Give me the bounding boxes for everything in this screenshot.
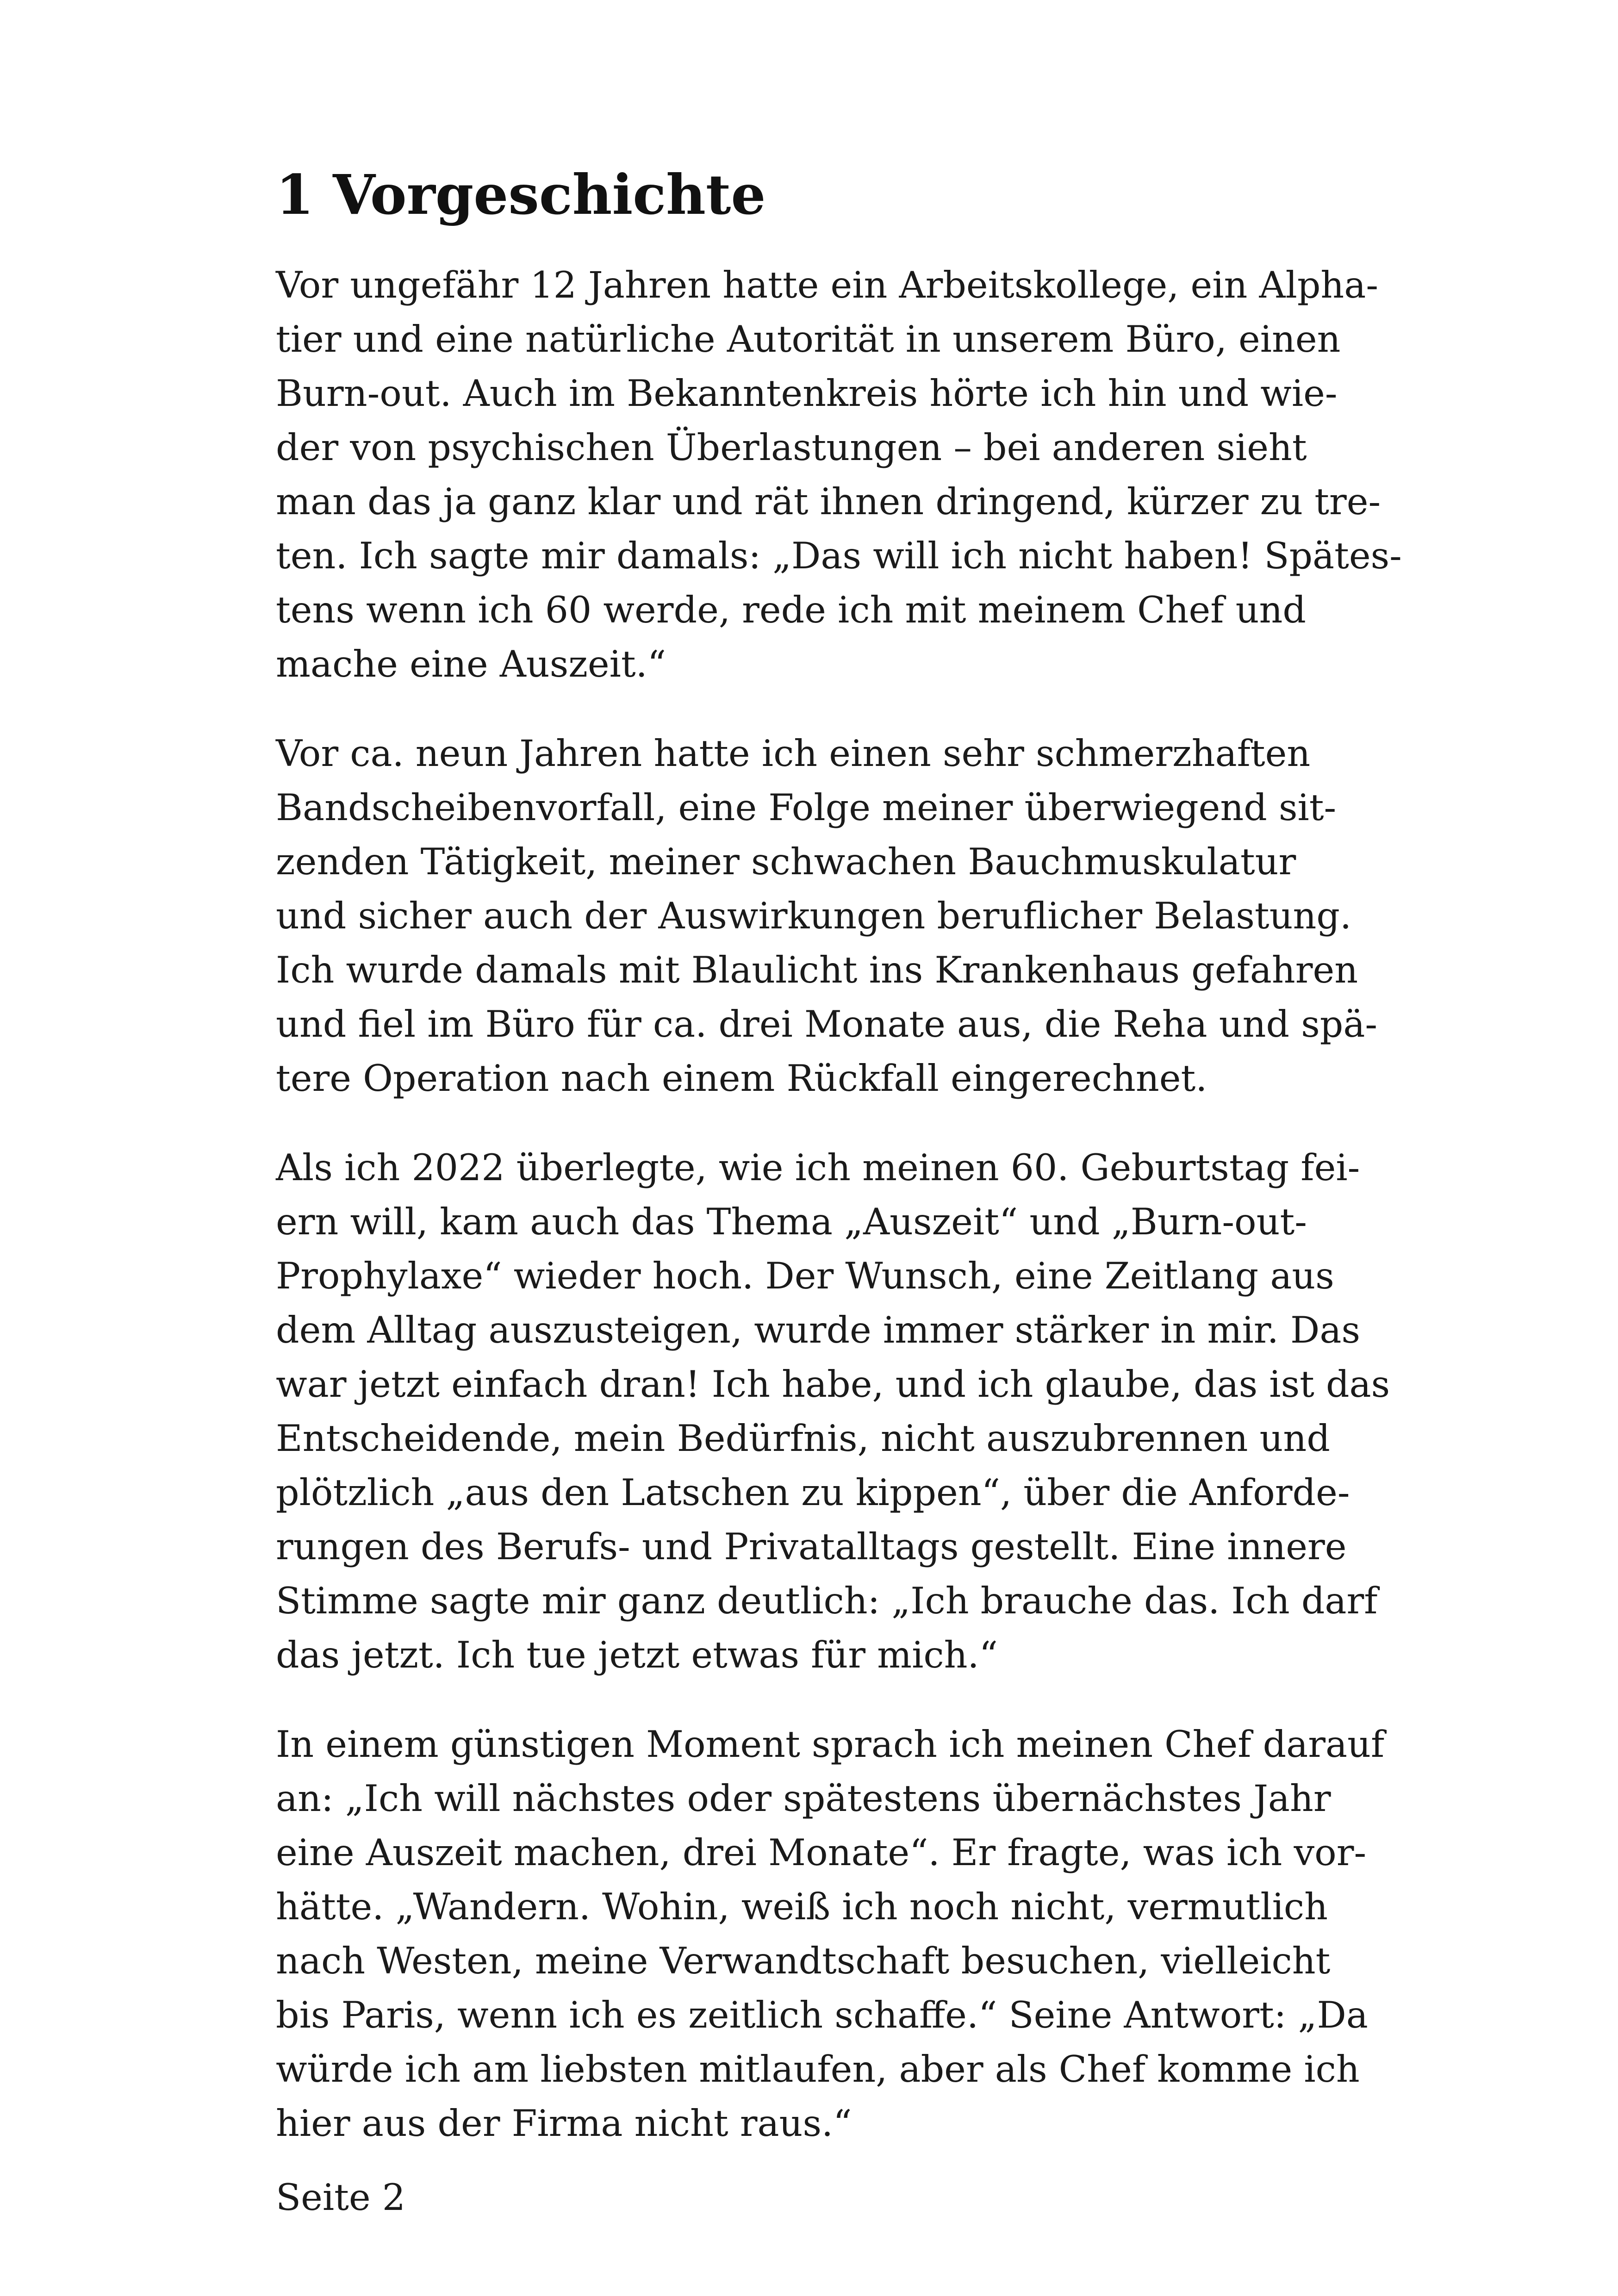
text-line: eine Auszeit machen, drei Monate“. Er fragte, was ich vor- (276, 1831, 1367, 1874)
text-line: das jetzt. Ich tue jetzt etwas für mich.“ (276, 1633, 998, 1676)
page-number: Seite 2 (276, 2176, 406, 2219)
text-line: bis Paris, wenn ich es zeitlich schaffe.“ Seine Antwort: „Da (276, 1993, 1368, 2036)
text-line: In einem günstigen Moment sprach ich meinen Chef darauf (276, 1723, 1385, 1766)
text-line: mache eine Auszeit.“ (276, 642, 666, 685)
text-line: nach Westen, meine Verwandtschaft besuchen, vielleicht (276, 1939, 1331, 1982)
paragraph (276, 1141, 1390, 1682)
text-line: würde ich am liebsten mitlaufen, aber als Chef komme ich (276, 2047, 1360, 2091)
text-line: ten. Ich sagte mir damals: „Das will ich nicht haben! Spätes- (276, 534, 1402, 577)
text-line: hätte. „Wandern. Wohin, weiß ich noch nicht, vermutlich (276, 1885, 1328, 1928)
text-line: war jetzt einfach dran! Ich habe, und ich glaube, das ist das (276, 1363, 1390, 1406)
text-line: Stimme sagte mir ganz deutlich: „Ich brauche das. Ich darf (276, 1579, 1378, 1622)
text-line: zenden Tätigkeit, meiner schwachen Bauchmuskulatur (276, 840, 1296, 883)
text-line: der von psychischen Überlastungen – bei anderen sieht (276, 426, 1307, 469)
paragraph (276, 727, 1378, 1106)
paragraph (276, 1717, 1385, 2151)
text-line: tere Operation nach einem Rückfall eingerechnet. (276, 1057, 1207, 1100)
paragraph (276, 258, 1402, 691)
text-line: tens wenn ich 60 werde, rede ich mit meinem Chef und (276, 588, 1306, 631)
text-line: dem Alltag auszusteigen, wurde immer stärker in mir. Das (276, 1308, 1360, 1351)
text-line: rungen des Berufs- und Privatalltags gestellt. Eine innere (276, 1525, 1347, 1568)
text-line: tier und eine natürliche Autorität in unserem Büro, einen (276, 317, 1341, 361)
body-text (276, 258, 1402, 2151)
text-line: hier aus der Firma nicht raus.“ (276, 2102, 852, 2145)
text-line: an: „Ich will nächstes oder spätestens übernächstes Jahr (276, 1777, 1331, 1820)
text-line: Vor ca. neun Jahren hatte ich einen sehr schmerzhaften (276, 732, 1311, 775)
text-line: plötzlich „aus den Latschen zu kippen“, über die Anforde- (276, 1471, 1350, 1514)
text-line: Burn-out. Auch im Bekanntenkreis hörte ich hin und wie- (276, 372, 1338, 415)
text-line: Entscheidende, mein Bedürfnis, nicht auszubrennen und (276, 1417, 1330, 1460)
text-line: ern will, kam auch das Thema „Auszeit“ und „Burn-out- (276, 1200, 1307, 1243)
text-line: und sicher auch der Auswirkungen beruflicher Belastung. (276, 894, 1352, 937)
text-line: Vor ungefähr 12 Jahren hatte ein Arbeitskollege, ein Alpha- (276, 263, 1379, 306)
text-line: und fiel im Büro für ca. drei Monate aus, die Reha und spä- (276, 1002, 1378, 1045)
text-line: Ich wurde damals mit Blaulicht ins Krankenhaus gefahren (276, 948, 1358, 991)
text-line: Als ich 2022 überlegte, wie ich meinen 60. Geburtstag fei- (276, 1146, 1360, 1189)
page-content (276, 162, 1402, 2186)
text-line: Prophylaxe“ wieder hoch. Der Wunsch, eine Zeitlang aus (276, 1254, 1334, 1297)
text-line: man das ja ganz klar und rät ihnen dringend, kürzer zu tre- (276, 480, 1381, 523)
text-line: Bandscheibenvorfall, eine Folge meiner überwiegend sit- (276, 786, 1337, 829)
chapter-heading: 1 Vorgeschichte (276, 162, 766, 227)
